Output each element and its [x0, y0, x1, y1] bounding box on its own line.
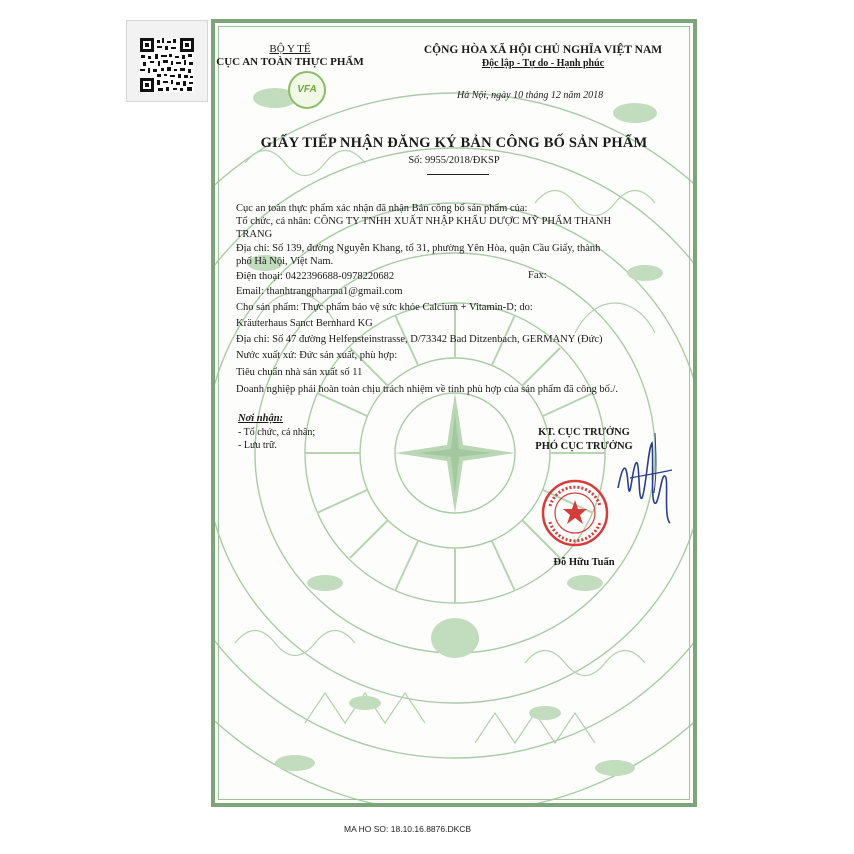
address-line-1: Địa chỉ: Số 139, đường Nguyễn Khang, tổ 31, phường Yên Hòa, quận Cầu Giấy, thành [236, 243, 601, 254]
address-line-2: phố Hà Nội, Việt Nam. [236, 256, 334, 267]
responsibility-line: Doanh nghiệp phải hoàn toàn chịu trách nhiệm về tính phù hợp của sản phẩm đã công bố./. [236, 384, 618, 395]
intro-line: Cục an toàn thực phẩm xác nhận đã nhận Bản công bố sản phẩm của: [236, 203, 528, 214]
qr-code-box [126, 20, 208, 102]
qr-code-icon [140, 38, 194, 92]
recipients-title: Nơi nhận: [238, 413, 284, 424]
number-underline [427, 174, 489, 175]
recipient-item: - Lưu trữ. [238, 440, 277, 451]
certificate [211, 19, 697, 807]
phone-line: Điện thoại: 0422396688-0978220682 [236, 271, 395, 282]
org-line-1: Tổ chức, cá nhân: CÔNG TY TNHH XUẤT NHẬP KHẨU DƯỢC MỸ PHẨM THANH [236, 216, 612, 227]
fax-line: Fax: [528, 270, 547, 281]
national-motto: Độc lập - Tự do - Hạnh phúc [481, 58, 605, 69]
logo-text: VFA [297, 84, 317, 95]
official-red-stamp [540, 478, 610, 548]
nation-header [393, 43, 693, 71]
dossier-code: MA HO SO: 18.10.16.8876.DKCB [344, 824, 472, 834]
ministry-header [215, 43, 365, 69]
issue-date: Hà Nội, ngày 10 tháng 12 năm 2018 [457, 90, 604, 101]
ministry-name: BỘ Y TẾ [269, 43, 311, 55]
agency-name: CỤC AN TOÀN THỰC PHẨM [216, 56, 364, 68]
email-line: Email: thanhtrangpharma1@gmail.com [236, 286, 403, 297]
signer-title-2: PHÓ CỤC TRƯỞNG [535, 441, 633, 452]
standard-line: Tiêu chuẩn nhà sản xuất số 11 [236, 367, 363, 378]
org-line-2: TRANG [236, 229, 273, 240]
product-line: Cho sản phẩm: Thực phẩm bảo vệ sức khỏe Calcium + Vitamin-D; do: [236, 302, 533, 313]
document-title: GIẤY TIẾP NHẬN ĐĂNG KÝ BẢN CÔNG BỐ SẢN PHẨM [260, 135, 648, 151]
document-number: Số: 9955/2018/ĐKSP [408, 155, 500, 166]
handwritten-signature [610, 428, 680, 538]
origin-line: Nước xuất xứ: Đức sản xuất, phù hợp: [236, 350, 398, 361]
manufacturer-line: Kräuterhaus Sanct Bernhard KG [236, 318, 373, 329]
signer-name: Đỗ Hữu Tuấn [553, 557, 615, 568]
recipient-item: - Tổ chức, cá nhân; [238, 427, 316, 438]
manufacturer-address-line: Địa chỉ: Số 47 đường Helfensteinstrasse, D/73342 Bad Ditzenbach, GERMANY (Đức) [236, 334, 603, 345]
nation-name: CỘNG HÒA XÃ HỘI CHỦ NGHĨA VIỆT NAM [423, 44, 663, 56]
vfa-logo [288, 71, 326, 109]
signer-title-1: KT. CỤC TRƯỞNG [538, 427, 630, 438]
